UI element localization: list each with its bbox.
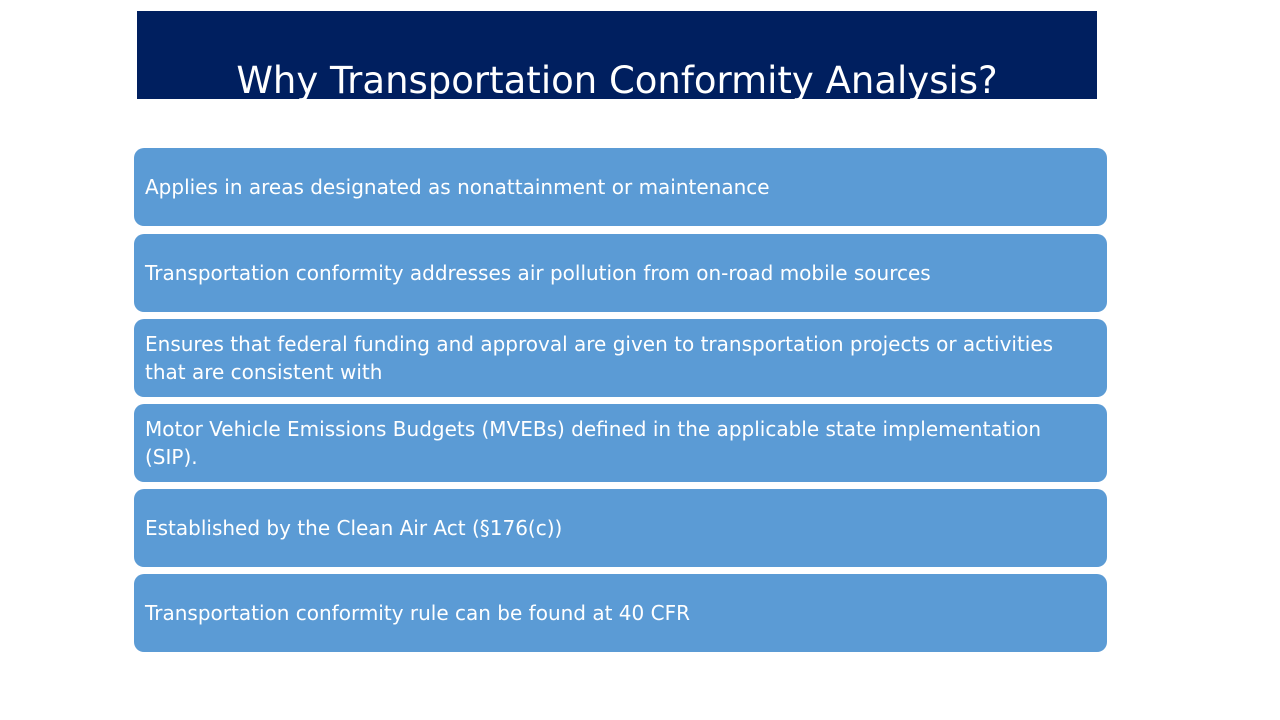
bullet-box-2: [134, 234, 1107, 312]
bullet-box-4-text: Motor Vehicle Emissions Budgets (MVEBs) defined in the applicable state implementation (SIP).: [145, 417, 1041, 469]
bullet-box-4: [134, 404, 1107, 482]
bullet-box-6: [134, 574, 1107, 652]
title-banner: [137, 11, 1097, 102]
bullet-box-3-text: Ensures that federal funding and approval are given to transportation projects or activities that are consistent with: [145, 332, 1054, 384]
slide-title: Why Transportation Conformity Analysis?: [236, 59, 998, 102]
bullet-box-6-text: Transportation conformity rule can be found at 40 CFR: [145, 601, 690, 625]
bullet-box-1: [134, 148, 1107, 226]
bullet-box-1-text: Applies in areas designated as nonattainment or maintenance: [145, 175, 770, 199]
bullet-box-5: [134, 489, 1107, 567]
bullet-box-5-text: Established by the Clean Air Act (§176(c)): [145, 516, 563, 540]
bullet-box-3: [134, 319, 1107, 397]
bullet-box-2-text: Transportation conformity addresses air pollution from on-road mobile sources: [145, 261, 931, 285]
